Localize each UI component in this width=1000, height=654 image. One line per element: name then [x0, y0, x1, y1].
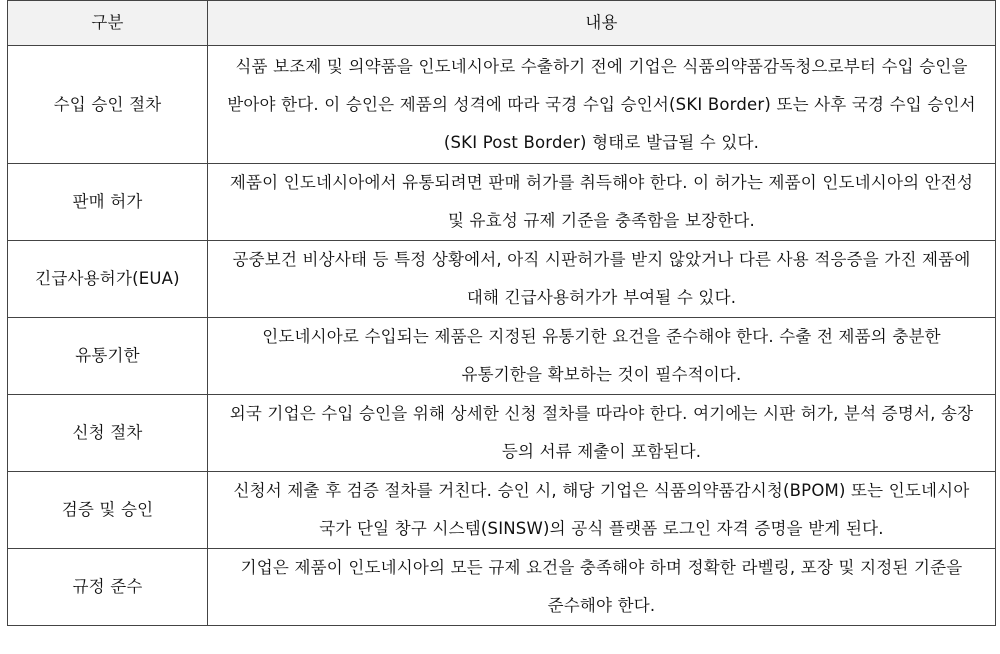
row-content: 제품이 인도네시아에서 유통되려면 판매 허가를 취득해야 한다. 이 허가는 제품이 인도네시아의 안전성 및 유효성 규제 기준을 충족함을 보장한다. [208, 164, 996, 241]
header-row [8, 1, 996, 46]
row-label: 검증 및 승인 [8, 472, 208, 549]
row-content: 기업은 제품이 인도네시아의 모든 규제 요건을 충족해야 하며 정확한 라벨링, 포장 및 지정된 기준을 준수해야 한다. [208, 549, 996, 626]
row-label: 수입 승인 절차 [8, 46, 208, 164]
row-content: 외국 기업은 수입 승인을 위해 상세한 신청 절차를 따라야 한다. 여기에는 시판 허가, 분석 증명서, 송장 등의 서류 제출이 포함된다. [208, 395, 996, 472]
row-label: 유통기한 [8, 318, 208, 395]
table-row [8, 241, 996, 318]
row-label: 긴급사용허가(EUA) [8, 241, 208, 318]
table-row [8, 318, 996, 395]
table-row [8, 395, 996, 472]
row-content: 인도네시아로 수입되는 제품은 지정된 유통기한 요건을 준수해야 한다. 수출 전 제품의 충분한 유통기한을 확보하는 것이 필수적이다. [208, 318, 996, 395]
row-content: 식품 보조제 및 의약품을 인도네시아로 수출하기 전에 기업은 식품의약품감독청으로부터 수입 승인을 받아야 한다. 이 승인은 제품의 성격에 따라 국경 수입 승인서(SKI Border) 또는 사후 국경 수입 승인서(SKI Post Border) 형태로 발급될 수 있다. [208, 46, 996, 164]
row-label: 신청 절차 [8, 395, 208, 472]
row-label: 규정 준수 [8, 549, 208, 626]
import-requirements-table [7, 0, 996, 626]
header-category: 구분 [8, 1, 208, 46]
row-label: 판매 허가 [8, 164, 208, 241]
table-row [8, 472, 996, 549]
table-row [8, 549, 996, 626]
header-content: 내용 [208, 1, 996, 46]
table-body [8, 46, 996, 626]
row-content: 신청서 제출 후 검증 절차를 거친다. 승인 시, 해당 기업은 식품의약품감시청(BPOM) 또는 인도네시아 국가 단일 창구 시스템(SINSW)의 공식 플랫폼 로그인 자격 증명을 받게 된다. [208, 472, 996, 549]
table-row [8, 46, 996, 164]
table-row [8, 164, 996, 241]
table-header [8, 1, 996, 46]
row-content: 공중보건 비상사태 등 특정 상황에서, 아직 시판허가를 받지 않았거나 다른 사용 적응증을 가진 제품에 대해 긴급사용허가가 부여될 수 있다. [208, 241, 996, 318]
